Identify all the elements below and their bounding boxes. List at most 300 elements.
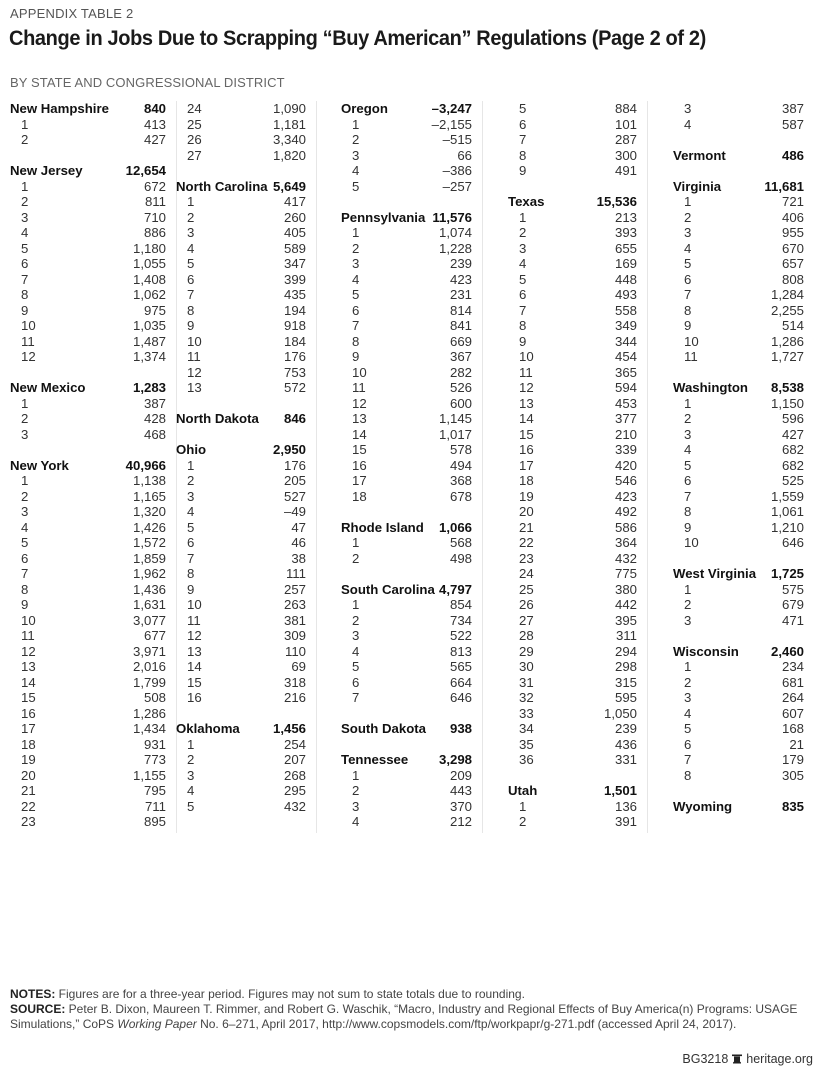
district-row bbox=[508, 210, 637, 226]
district-number: 7 bbox=[519, 302, 527, 318]
district-row bbox=[673, 318, 804, 334]
district-row bbox=[341, 318, 472, 334]
district-value: 710 bbox=[143, 209, 166, 225]
district-row bbox=[673, 458, 804, 474]
district-row bbox=[176, 132, 306, 148]
district-row bbox=[508, 411, 637, 427]
liberty-bell-icon bbox=[732, 1054, 742, 1064]
district-row bbox=[176, 551, 306, 567]
district-row bbox=[10, 628, 166, 644]
state-name: Wyoming bbox=[673, 798, 733, 814]
district-value: 813 bbox=[449, 643, 472, 659]
district-value: 1,165 bbox=[132, 488, 166, 504]
district-row bbox=[176, 783, 306, 799]
district-row bbox=[341, 783, 472, 799]
district-row bbox=[176, 287, 306, 303]
district-number: 21 bbox=[519, 519, 534, 535]
district-number: 21 bbox=[21, 783, 36, 798]
district-number: 17 bbox=[519, 457, 534, 473]
district-number: 6 bbox=[21, 256, 29, 271]
district-row bbox=[673, 520, 804, 536]
district-number: 15 bbox=[519, 426, 534, 442]
district-row bbox=[10, 334, 166, 350]
district-row bbox=[508, 551, 637, 567]
district-row bbox=[673, 303, 804, 319]
district-value: 646 bbox=[449, 690, 472, 705]
district-number: 2 bbox=[352, 240, 360, 256]
district-number: 3 bbox=[352, 147, 360, 163]
state-total: 1,066 bbox=[438, 519, 472, 535]
district-value: 428 bbox=[143, 411, 166, 426]
district-value: 918 bbox=[283, 318, 306, 333]
district-number: 2 bbox=[21, 194, 29, 209]
district-value: 435 bbox=[283, 287, 306, 302]
district-number: 23 bbox=[519, 550, 534, 566]
district-row bbox=[673, 411, 804, 427]
district-value: 669 bbox=[449, 333, 472, 349]
district-value: 305 bbox=[781, 767, 804, 783]
district-value: 886 bbox=[143, 225, 166, 240]
district-number: 4 bbox=[519, 256, 527, 271]
district-value: 380 bbox=[614, 581, 637, 597]
district-number: 3 bbox=[21, 426, 29, 442]
district-value: 1,138 bbox=[132, 473, 166, 488]
district-row bbox=[673, 194, 804, 210]
district-row bbox=[176, 504, 306, 520]
district-number: 20 bbox=[21, 767, 36, 783]
district-number: 5 bbox=[187, 519, 195, 535]
district-number: 8 bbox=[187, 302, 195, 318]
district-row bbox=[341, 799, 472, 815]
district-value: 417 bbox=[283, 194, 306, 209]
district-value: 646 bbox=[781, 535, 804, 550]
district-row bbox=[508, 721, 637, 737]
district-row bbox=[673, 117, 804, 133]
district-value: 391 bbox=[614, 814, 637, 829]
district-number: 2 bbox=[519, 225, 527, 240]
row-spacer bbox=[10, 365, 166, 381]
district-row bbox=[341, 613, 472, 629]
district-number: 19 bbox=[21, 752, 36, 767]
table-column-1 bbox=[10, 101, 177, 833]
district-row bbox=[508, 535, 637, 551]
district-number: 4 bbox=[352, 271, 360, 287]
district-row bbox=[341, 132, 472, 148]
district-number: 13 bbox=[187, 643, 202, 659]
district-row bbox=[176, 148, 306, 164]
district-value: 282 bbox=[449, 364, 472, 380]
district-number: 3 bbox=[187, 767, 195, 783]
state-row bbox=[10, 458, 166, 474]
state-total: 1,456 bbox=[272, 721, 306, 736]
state-total: 2,460 bbox=[770, 643, 804, 659]
notes-label: NOTES: bbox=[10, 987, 56, 1001]
district-value: 526 bbox=[449, 380, 472, 395]
district-value: 169 bbox=[614, 256, 637, 271]
district-row bbox=[673, 706, 804, 722]
district-value: 664 bbox=[449, 674, 472, 690]
district-value: 3,340 bbox=[272, 132, 306, 147]
district-row bbox=[10, 613, 166, 629]
district-number: 7 bbox=[684, 488, 692, 504]
district-number: 3 bbox=[519, 240, 527, 256]
district-number: 34 bbox=[519, 721, 534, 736]
district-value: 594 bbox=[614, 380, 637, 395]
district-number: 7 bbox=[684, 287, 692, 302]
district-number: 20 bbox=[519, 504, 534, 519]
district-number: 31 bbox=[519, 674, 534, 690]
state-name: South Dakota bbox=[341, 721, 426, 736]
district-row bbox=[176, 675, 306, 691]
district-value: 2,016 bbox=[132, 659, 166, 674]
district-value: 1,017 bbox=[438, 426, 472, 442]
district-value: 260 bbox=[283, 209, 306, 225]
row-spacer bbox=[341, 504, 472, 520]
district-number: 3 bbox=[352, 628, 360, 643]
district-row bbox=[176, 473, 306, 489]
district-value: 377 bbox=[614, 411, 637, 426]
source-text-2: No. 6–271, April 2017, http://www.copsmodels.com/ftp/workpapr/g-271.pdf (accessed April 24, 2017). bbox=[196, 1017, 737, 1031]
district-number: 8 bbox=[684, 767, 692, 783]
district-value: –49 bbox=[283, 504, 306, 519]
district-value: 931 bbox=[143, 736, 166, 752]
state-row bbox=[176, 179, 306, 195]
district-value: 21 bbox=[789, 736, 804, 752]
district-row bbox=[673, 504, 804, 520]
district-value: 194 bbox=[283, 302, 306, 318]
district-value: 176 bbox=[283, 457, 306, 473]
district-number: 36 bbox=[519, 752, 534, 767]
district-value: 432 bbox=[283, 798, 306, 814]
district-number: 25 bbox=[187, 116, 202, 132]
district-value: 811 bbox=[144, 194, 166, 209]
district-row bbox=[341, 489, 472, 505]
state-row bbox=[341, 520, 472, 536]
district-value: –515 bbox=[442, 132, 472, 147]
district-row bbox=[10, 706, 166, 722]
district-number: 5 bbox=[684, 256, 692, 271]
district-number: 16 bbox=[187, 690, 202, 705]
district-value: 2,255 bbox=[770, 302, 804, 318]
district-row bbox=[341, 442, 472, 458]
district-row bbox=[508, 287, 637, 303]
district-value: 1,820 bbox=[272, 147, 306, 163]
district-number: 8 bbox=[684, 504, 692, 519]
district-number: 3 bbox=[352, 798, 360, 814]
state-row bbox=[10, 101, 166, 117]
district-number: 5 bbox=[684, 457, 692, 473]
district-row bbox=[10, 272, 166, 288]
district-number: 35 bbox=[519, 736, 534, 752]
state-row bbox=[10, 380, 166, 396]
district-row bbox=[508, 132, 637, 148]
district-number: 9 bbox=[684, 519, 692, 535]
district-number: 8 bbox=[21, 581, 29, 597]
district-row bbox=[176, 334, 306, 350]
district-number: 33 bbox=[519, 705, 534, 721]
district-value: 331 bbox=[614, 752, 637, 767]
district-value: 423 bbox=[614, 488, 637, 504]
district-value: 38 bbox=[291, 550, 306, 566]
district-row bbox=[341, 535, 472, 551]
row-spacer bbox=[341, 566, 472, 582]
district-number: 2 bbox=[684, 411, 692, 426]
district-value: 672 bbox=[143, 178, 166, 194]
district-value: 1,062 bbox=[132, 287, 166, 302]
district-row bbox=[341, 117, 472, 133]
district-value: 578 bbox=[449, 442, 472, 457]
district-number: 1 bbox=[352, 767, 360, 783]
district-row bbox=[508, 814, 637, 830]
district-number: 1 bbox=[519, 209, 527, 225]
district-number: 14 bbox=[352, 426, 367, 442]
district-value: 884 bbox=[614, 101, 637, 116]
district-value: 492 bbox=[614, 504, 637, 519]
district-row bbox=[10, 597, 166, 613]
district-row bbox=[176, 644, 306, 660]
district-value: 295 bbox=[283, 783, 306, 798]
district-number: 25 bbox=[519, 581, 534, 597]
district-row bbox=[508, 349, 637, 365]
district-number: 1 bbox=[352, 116, 360, 132]
district-value: 1,631 bbox=[132, 597, 166, 612]
district-value: 367 bbox=[449, 349, 472, 364]
state-row bbox=[176, 442, 306, 458]
district-row bbox=[176, 117, 306, 133]
district-row bbox=[10, 194, 166, 210]
district-row bbox=[673, 768, 804, 784]
district-value: 3,077 bbox=[132, 612, 166, 628]
district-number: 1 bbox=[21, 395, 29, 411]
district-value: 546 bbox=[614, 473, 637, 488]
district-number: 6 bbox=[187, 271, 195, 287]
state-name: Vermont bbox=[673, 147, 726, 163]
district-number: 10 bbox=[519, 349, 534, 364]
district-number: 5 bbox=[684, 721, 692, 736]
district-row bbox=[508, 318, 637, 334]
district-row bbox=[10, 225, 166, 241]
district-number: 2 bbox=[21, 411, 29, 426]
state-row bbox=[341, 101, 472, 117]
district-number: 5 bbox=[352, 287, 360, 302]
district-number: 12 bbox=[21, 643, 36, 659]
district-number: 1 bbox=[684, 194, 692, 209]
row-spacer bbox=[10, 148, 166, 164]
district-number: 29 bbox=[519, 643, 534, 659]
district-number: 27 bbox=[187, 147, 202, 163]
row-spacer bbox=[673, 551, 804, 567]
district-row bbox=[176, 520, 306, 536]
district-number: 7 bbox=[187, 550, 195, 566]
district-value: 1,408 bbox=[132, 271, 166, 287]
district-number: 1 bbox=[519, 798, 527, 814]
district-number: 2 bbox=[187, 209, 195, 225]
state-total: 5,649 bbox=[272, 178, 306, 194]
district-row bbox=[176, 659, 306, 675]
district-value: 682 bbox=[781, 442, 804, 457]
district-number: 7 bbox=[352, 318, 360, 333]
district-number: 8 bbox=[684, 302, 692, 318]
district-row bbox=[176, 566, 306, 582]
district-value: 586 bbox=[614, 519, 637, 535]
site-link[interactable]: heritage.org bbox=[746, 1052, 813, 1066]
district-row bbox=[673, 597, 804, 613]
district-number: 16 bbox=[352, 457, 367, 473]
footer bbox=[682, 1052, 813, 1066]
district-value: 405 bbox=[283, 225, 306, 240]
district-row bbox=[10, 535, 166, 551]
district-value: 681 bbox=[781, 674, 804, 690]
district-number: 12 bbox=[21, 349, 36, 364]
state-row bbox=[341, 721, 472, 737]
district-value: 427 bbox=[781, 426, 804, 442]
district-value: 344 bbox=[614, 333, 637, 349]
district-row bbox=[176, 628, 306, 644]
district-number: 15 bbox=[21, 690, 36, 705]
district-row bbox=[508, 582, 637, 598]
district-row bbox=[341, 675, 472, 691]
district-row bbox=[10, 396, 166, 412]
state-total: 2,950 bbox=[272, 442, 306, 457]
district-number: 6 bbox=[519, 287, 527, 302]
district-row bbox=[673, 473, 804, 489]
district-value: 168 bbox=[781, 721, 804, 736]
district-value: 491 bbox=[614, 163, 637, 178]
district-value: 841 bbox=[449, 318, 472, 333]
district-number: 11 bbox=[352, 380, 366, 395]
district-row bbox=[508, 597, 637, 613]
state-name: Pennsylvania bbox=[341, 209, 426, 225]
state-total: 12,654 bbox=[125, 163, 166, 178]
district-row bbox=[341, 303, 472, 319]
district-number: 13 bbox=[519, 395, 534, 411]
district-number: 10 bbox=[684, 535, 699, 550]
district-row bbox=[508, 799, 637, 815]
district-value: 69 bbox=[291, 659, 306, 674]
district-value: 522 bbox=[449, 628, 472, 643]
district-number: 7 bbox=[519, 132, 527, 147]
district-row bbox=[176, 597, 306, 613]
district-number: 2 bbox=[21, 488, 29, 504]
district-number: 15 bbox=[187, 674, 202, 690]
district-value: 677 bbox=[143, 628, 166, 643]
district-value: 234 bbox=[781, 659, 804, 674]
district-value: 179 bbox=[781, 752, 804, 767]
district-row bbox=[10, 814, 166, 830]
district-row bbox=[341, 551, 472, 567]
state-row bbox=[176, 411, 306, 427]
district-number: 11 bbox=[684, 349, 698, 364]
state-total: 3,298 bbox=[438, 752, 472, 767]
district-number: 13 bbox=[187, 380, 202, 395]
district-number: 19 bbox=[519, 488, 534, 504]
district-number: 14 bbox=[21, 674, 36, 690]
district-value: 895 bbox=[143, 814, 166, 829]
row-spacer bbox=[673, 783, 804, 799]
district-row bbox=[176, 194, 306, 210]
district-number: 4 bbox=[684, 705, 692, 721]
district-value: 46 bbox=[291, 535, 306, 550]
district-number: 30 bbox=[519, 659, 534, 674]
district-value: 596 bbox=[781, 411, 804, 426]
district-number: 5 bbox=[519, 271, 527, 287]
district-number: 7 bbox=[352, 690, 360, 705]
district-number: 4 bbox=[352, 814, 360, 829]
district-value: 711 bbox=[144, 798, 166, 814]
district-number: 4 bbox=[684, 442, 692, 457]
state-total: 8,538 bbox=[770, 380, 804, 395]
district-number: 4 bbox=[21, 519, 29, 535]
district-row bbox=[673, 613, 804, 629]
district-value: 568 bbox=[449, 535, 472, 550]
district-number: 1 bbox=[187, 457, 195, 473]
district-row bbox=[10, 256, 166, 272]
district-row bbox=[10, 551, 166, 567]
district-value: 216 bbox=[283, 690, 306, 705]
district-number: 4 bbox=[352, 643, 360, 659]
state-row bbox=[176, 721, 306, 737]
district-row bbox=[176, 101, 306, 117]
source-text-1: Peter B. Dixon, Maureen T. Rimmer, and Robert G. Waschik, “Macro, Industry and Regional Effects of Buy America(n) Programs: USAGE Simulations,” CoPS bbox=[10, 1002, 798, 1031]
state-name: Wisconsin bbox=[673, 643, 739, 659]
district-row bbox=[10, 737, 166, 753]
district-number: 6 bbox=[352, 302, 360, 318]
district-number: 3 bbox=[187, 225, 195, 240]
district-row bbox=[176, 256, 306, 272]
district-value: –257 bbox=[442, 178, 472, 194]
row-spacer bbox=[673, 628, 804, 644]
notes-text: Figures are for a three-year period. Figures may not sum to state totals due to rounding. bbox=[55, 987, 525, 1001]
district-row bbox=[10, 783, 166, 799]
district-number: 12 bbox=[352, 395, 367, 411]
district-row bbox=[673, 101, 804, 117]
district-number: 3 bbox=[21, 209, 29, 225]
table-column-3 bbox=[341, 101, 483, 833]
district-value: 370 bbox=[449, 798, 472, 814]
district-row bbox=[673, 396, 804, 412]
state-row bbox=[341, 752, 472, 768]
district-number: 4 bbox=[684, 116, 692, 132]
district-row bbox=[341, 597, 472, 613]
district-row bbox=[673, 737, 804, 753]
district-value: 454 bbox=[614, 349, 637, 364]
state-row bbox=[673, 799, 804, 815]
district-value: 254 bbox=[283, 736, 306, 752]
district-row bbox=[673, 489, 804, 505]
district-row bbox=[673, 241, 804, 257]
state-total: 938 bbox=[449, 721, 472, 736]
table-column-2 bbox=[176, 101, 317, 833]
district-number: 2 bbox=[187, 473, 195, 488]
district-row bbox=[508, 163, 637, 179]
district-row bbox=[673, 225, 804, 241]
state-name: North Dakota bbox=[176, 411, 259, 426]
district-row bbox=[673, 582, 804, 598]
district-value: 349 bbox=[614, 318, 637, 333]
district-row bbox=[10, 690, 166, 706]
district-number: 17 bbox=[352, 473, 367, 488]
district-row bbox=[176, 303, 306, 319]
district-row bbox=[176, 799, 306, 815]
state-total: 15,536 bbox=[596, 194, 637, 209]
district-number: 5 bbox=[21, 535, 29, 550]
district-number: 9 bbox=[519, 333, 527, 349]
district-row bbox=[176, 349, 306, 365]
district-number: 12 bbox=[519, 380, 534, 395]
district-row bbox=[508, 706, 637, 722]
page-title: Change in Jobs Due to Scrapping “Buy American” Regulations (Page 2 of 2) bbox=[9, 26, 706, 50]
state-name: West Virginia bbox=[673, 566, 757, 581]
